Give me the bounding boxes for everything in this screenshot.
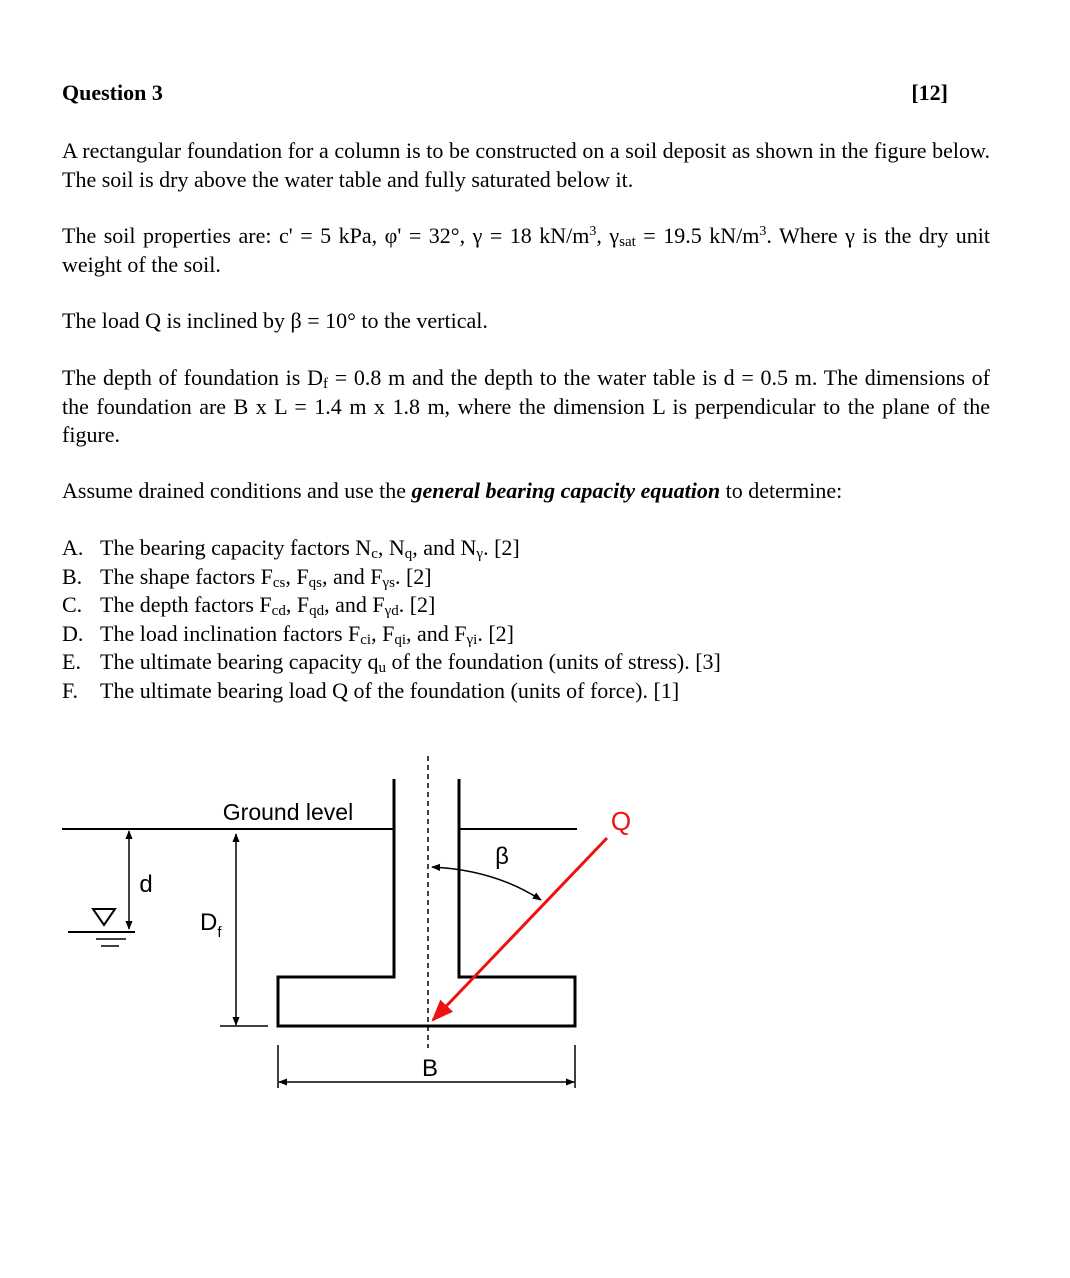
paragraph-soil-properties: The soil properties are: c' = 5 kPa, φ' = 32°, γ = 18 $kN/m^3$, $\gamma_{sat} = 19.5$ $kN/m^3$. Where γ is the dry unit weight of the soil. xyxy=(62,223,990,277)
list-item: A. The bearing capacity factors $N_c$, $N_q$, and $N_\gamma$. [2] xyxy=(62,535,520,562)
list-item: B. The shape factors $F_{cs}$, $F_{qs}$, and $F_{\gamma s}$. [2] xyxy=(62,563,432,591)
label-beta: β xyxy=(495,843,509,870)
list-item: F. The ultimate bearing load Q of the foundation (units of force). [1] xyxy=(62,677,680,703)
paragraph-dimensions: The depth of foundation is $D_f = 0.8$ m and the depth to the water table is d = 0.5 m. The dimensions of the foundation are B x L = 1.4 m x 1.8 m, where the dimension L is perpendicular to the plane of the figure. xyxy=(62,365,990,447)
beta-angle-arc xyxy=(432,867,541,900)
list-item: D. The load inclination factors $F_{ci}$, $F_{qi}$, and $F_{\gamma i}$. [2] xyxy=(62,620,514,648)
paragraph-instructions: Assume drained conditions and use the general bearing capacity equation to determine: xyxy=(62,478,843,503)
water-table-icon xyxy=(68,909,135,946)
question-title: Question 3 xyxy=(62,80,163,105)
label-d: d xyxy=(139,871,153,898)
ground-level-label: Ground level xyxy=(222,799,354,825)
label-q: Q xyxy=(610,806,632,836)
list-item: C. The depth factors $F_{cd}$, $F_{qd}$, and $F_{\gamma d}$. [2] xyxy=(62,592,436,619)
paragraph-load-inclination: The load Q is inclined by β = 10° to the vertical. xyxy=(62,308,488,333)
paragraph-intro: A rectangular foundation for a column is to be constructed on a soil deposit as shown in the figure below. The soil is dry above the water table and fully saturated below it. xyxy=(62,138,990,192)
list-item: E. The ultimate bearing capacity $q_u$ of the foundation (units of stress). [3] xyxy=(62,649,721,676)
label-b: B xyxy=(421,1055,439,1082)
question-marks: [12] xyxy=(911,80,948,105)
label-df: $D_f$ xyxy=(200,909,222,941)
